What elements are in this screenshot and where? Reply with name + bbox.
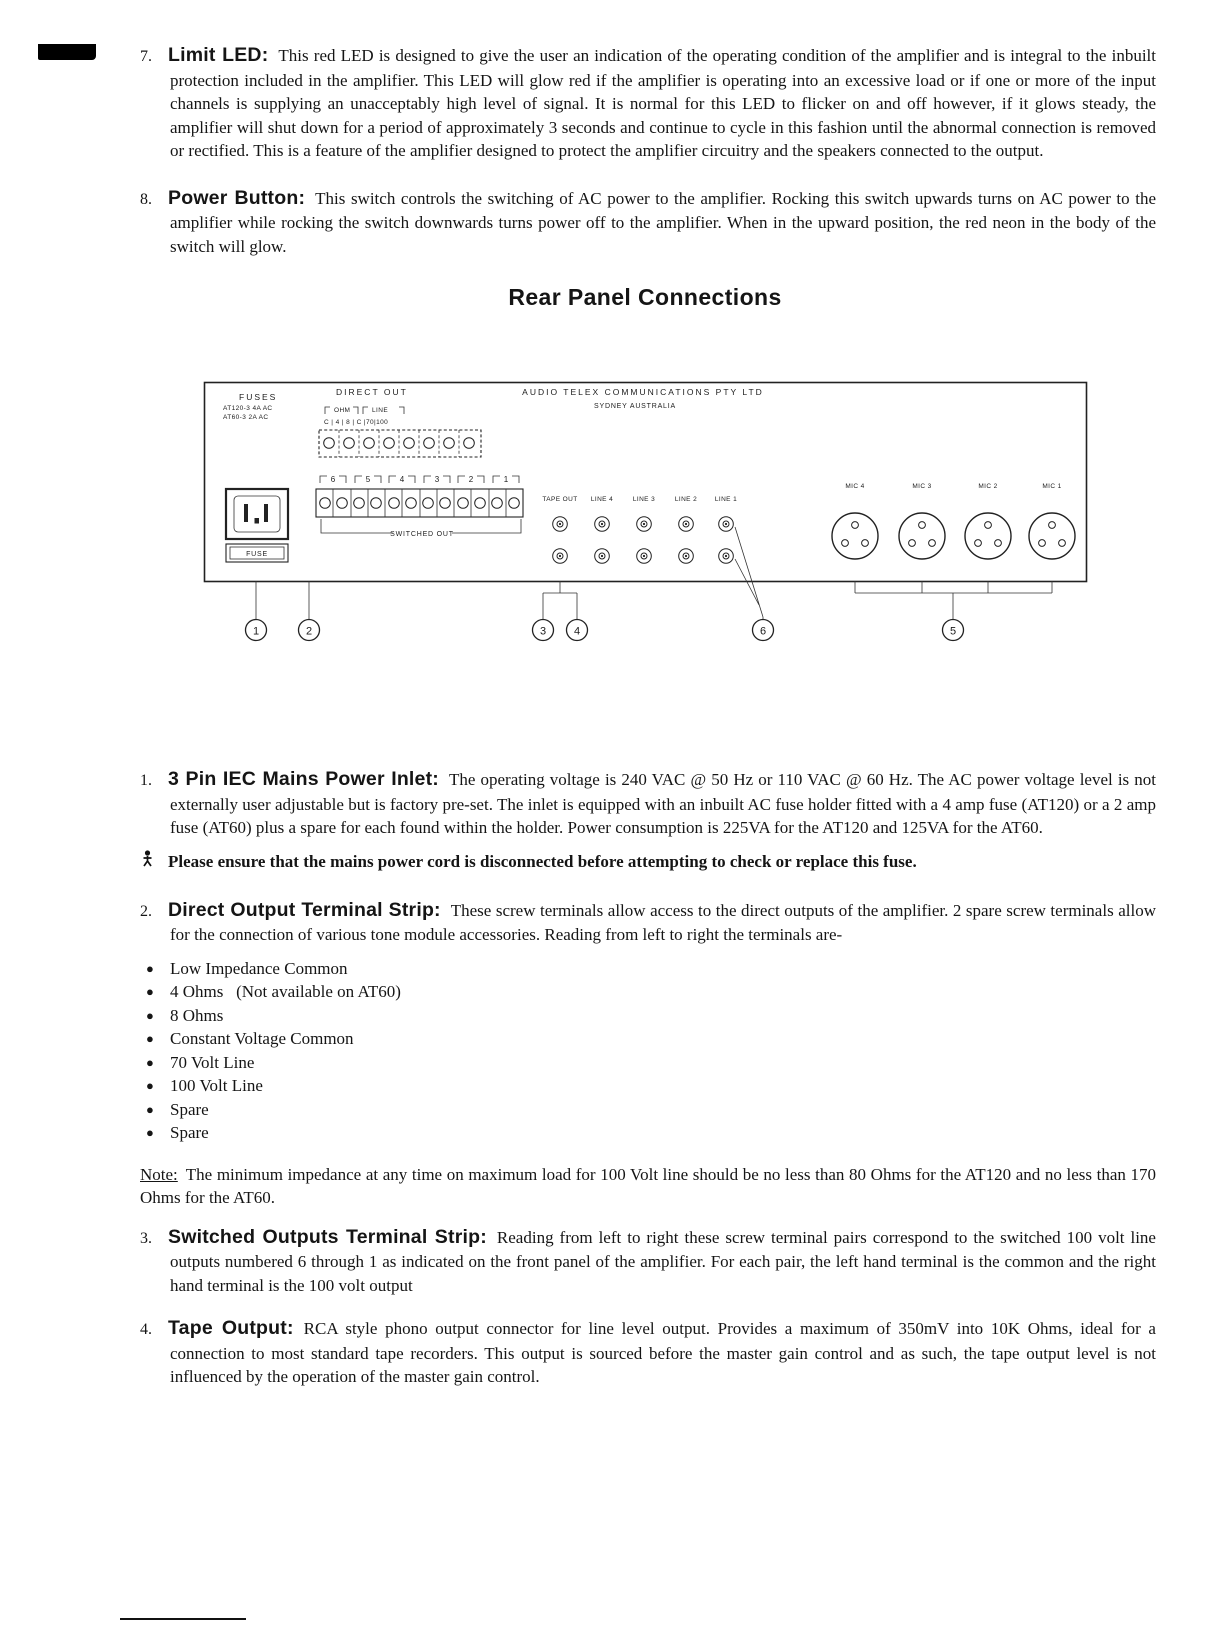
warning-person-icon: [142, 850, 154, 867]
svg-text:MIC 1: MIC 1: [1042, 483, 1062, 490]
svg-text:LINE 4: LINE 4: [590, 496, 614, 503]
fuse-warning: [142, 850, 1156, 873]
fuse-rating-at60-label: AT60-3 2A AC: [223, 414, 269, 421]
rear-panel-svg: [203, 381, 1088, 656]
section-title: Direct Output Terminal Strip:: [168, 898, 441, 921]
bullet-icon: ●: [146, 1054, 154, 1070]
svg-text:4: 4: [573, 625, 581, 638]
line-bracket-left: [363, 407, 368, 414]
list-item-label: Low Impedance Common: [170, 958, 348, 978]
svg-text:3: 3: [434, 475, 440, 484]
note-body: The minimum impedance at any time on maximum load for 100 Volt line should be no less than 80 Ohms for the AT120 and no less than 170 Ohms for the AT60.: [140, 1164, 1156, 1207]
list-item-label: 8 Ohms: [170, 1005, 224, 1025]
svg-text:1: 1: [503, 475, 509, 484]
list-item-label: Constant Voltage Common: [170, 1029, 354, 1048]
section-title: Power Button:: [168, 186, 306, 209]
list-item: [146, 1051, 1156, 1075]
section-limit-led: [140, 44, 1156, 163]
list-item-label: Spare: [170, 1099, 209, 1119]
warning-text: Please ensure that the mains power cord is disconnected before attempting to check or replace this fuse.: [168, 851, 917, 871]
section-body: The operating voltage is 240 VAC @ 50 Hz or 110 VAC @ 60 Hz. The AC power voltage level is not externally user adjustable but is factory pre-set. The inlet is equipped with an inbuilt AC fuse holder fitted with a 4 amp fuse (AT120) or a 2 amp fuse (AT60) plus a spare for each found within the holder. Power consumption is 225VA for the AT120 and 125VA for the AT60.: [170, 770, 1156, 837]
switched-out-label: SWITCHED OUT: [390, 531, 454, 538]
bullet-icon: ●: [146, 1101, 154, 1117]
section-title: Tape Output:: [168, 1317, 294, 1339]
svg-text:1: 1: [252, 625, 260, 638]
note-label: Note:: [140, 1164, 178, 1184]
list-item: [146, 1004, 1156, 1028]
svg-text:LINE 1: LINE 1: [714, 496, 738, 503]
list-item: [146, 1074, 1156, 1098]
svg-text:5: 5: [949, 625, 957, 638]
section-title: 3 Pin IEC Mains Power Inlet:: [168, 768, 439, 790]
bullet-icon: ●: [146, 1078, 154, 1093]
list-item-label: 4 Ohms (Not available on AT60): [170, 982, 401, 1001]
section-body: RCA style phono output connector for line level output. Provides a maximum of 350mV into 10K Ohms, ideal for a connection to most standard tape recorders. This output is sourced before the master gain control and as such, the tape output level is not influenced by the operation of the master gain control.: [170, 1319, 1156, 1386]
fuse-label: FUSE: [246, 551, 268, 558]
line-label: LINE: [372, 407, 389, 414]
ohm-label: OHM: [334, 407, 351, 414]
fuses-title-label: FUSES: [239, 392, 278, 402]
svg-text:2: 2: [305, 625, 313, 638]
section-number: 8.: [140, 190, 152, 208]
list-item: [146, 1098, 1156, 1122]
direct-out-terminal-values: C | 4 | 8 | C |70|100: [324, 419, 389, 426]
svg-text:6: 6: [330, 475, 336, 484]
list-item: [146, 957, 1156, 981]
section-direct-output-strip: [140, 899, 1156, 947]
footer-rule: [120, 1618, 246, 1620]
list-item: [146, 1027, 1156, 1051]
section-iec-mains-inlet: [140, 768, 1156, 840]
iec-fuse-holder: [226, 544, 288, 562]
section-tape-output: [140, 1317, 1156, 1389]
rca-jacks: [553, 517, 734, 564]
impedance-note: [140, 1163, 1156, 1210]
svg-text:LINE 3: LINE 3: [632, 496, 656, 503]
section-body: This switch controls the switching of AC power to the amplifier. Rocking this switch upwards turns on AC power to the amplifier while rocking the switch downwards turns power off to the amplifier. When in the upward position, the red neon in the body of the switch will glow.: [170, 188, 1156, 256]
section-title: Switched Outputs Terminal Strip:: [168, 1225, 487, 1248]
callout-numbers: [246, 620, 964, 641]
section-switched-outputs-strip: [140, 1226, 1156, 1298]
scan-corner-artifact: [38, 44, 96, 60]
list-item-label: Spare: [170, 1123, 209, 1142]
bullet-icon: ●: [146, 1031, 154, 1046]
svg-text:LINE 2: LINE 2: [674, 496, 698, 503]
brand-line2: SYDNEY AUSTRALIA: [594, 403, 676, 410]
svg-text:2: 2: [468, 475, 474, 484]
svg-text:4: 4: [399, 475, 405, 484]
bullet-icon: ●: [146, 984, 154, 999]
section-title: Limit LED:: [168, 44, 269, 66]
list-item: [146, 980, 1156, 1004]
section-number: 7.: [140, 48, 152, 65]
svg-text:MIC 2: MIC 2: [978, 483, 998, 490]
switched-out-bracket-left: [321, 519, 393, 533]
page-title: Rear Panel Connections: [508, 284, 782, 310]
line-bracket-right: [399, 407, 404, 414]
switched-out-bracket-right: [452, 519, 521, 533]
mic-labels: [845, 483, 1061, 490]
list-item-label: 100 Volt Line: [170, 1076, 263, 1095]
list-item: [146, 1121, 1156, 1145]
list-item-label: 70 Volt Line: [170, 1052, 255, 1072]
rca-labels: [542, 496, 737, 503]
ohm-bracket-left: [325, 407, 330, 414]
section-body: Reading from left to right these screw terminal pairs correspond to the switched 100 volt line outputs numbered 6 through 1 as indicated on the front panel of the amplifier. For each pair, the left hand terminal is the common and the right hand terminal is the 100 volt output: [170, 1227, 1156, 1295]
svg-text:MIC 3: MIC 3: [912, 483, 932, 490]
svg-text:TAPE OUT: TAPE OUT: [542, 496, 578, 503]
section-number: 1.: [140, 772, 152, 789]
svg-text:6: 6: [759, 625, 767, 638]
svg-text:5: 5: [365, 475, 371, 484]
section-power-button: [140, 187, 1156, 259]
brand-line1: AUDIO TELEX COMMUNICATIONS PTY LTD: [522, 387, 764, 397]
ohm-bracket-right: [353, 407, 358, 414]
svg-text:MIC 4: MIC 4: [845, 483, 865, 490]
xlr-connectors: [832, 513, 1075, 559]
section-number: 2.: [140, 902, 152, 920]
bullet-icon: ●: [146, 960, 154, 976]
section-number: 3.: [140, 1229, 152, 1247]
section-body: These screw terminals allow access to the direct outputs of the amplifier. 2 spare screw terminals allow for the connection of various tone module accessories. Reading from left to right the terminals are-: [170, 900, 1156, 944]
bullet-icon: ●: [146, 1125, 154, 1140]
svg-text:3: 3: [539, 625, 547, 638]
iec-mains-inlet: [226, 489, 288, 539]
direct-output-terminal-list: [146, 957, 1156, 1145]
rear-panel-diagram: [203, 381, 1224, 656]
bullet-icon: ●: [146, 1007, 154, 1023]
fuse-rating-at120-label: AT120-3 4A AC: [223, 405, 273, 412]
direct-out-label: DIRECT OUT: [336, 387, 408, 397]
section-body: This red LED is designed to give the user an indication of the operating condition of the amplifier and is integral to the inbuilt protection included in the amplifier. This LED will glow red if the amplifier is operating into an excessive load or if one or more of the input channels is supplying an unacceptably high level of signal. It is normal for this LED to flicker on and off however, if it glows steady, the amplifier will shut down for a period of approximately 3 seconds and continue to cycle in this fashion until the abnormal connection is removed or rectified. This is a feature of the amplifier designed to protect the amplifier circuitry and the speakers connected to the output.: [170, 46, 1157, 160]
direct-out-strip-dividers: [339, 430, 459, 457]
section-number: 4.: [140, 1321, 152, 1338]
callout-leader-lines: [256, 527, 1052, 619]
switched-pair-numbers: [320, 475, 519, 484]
